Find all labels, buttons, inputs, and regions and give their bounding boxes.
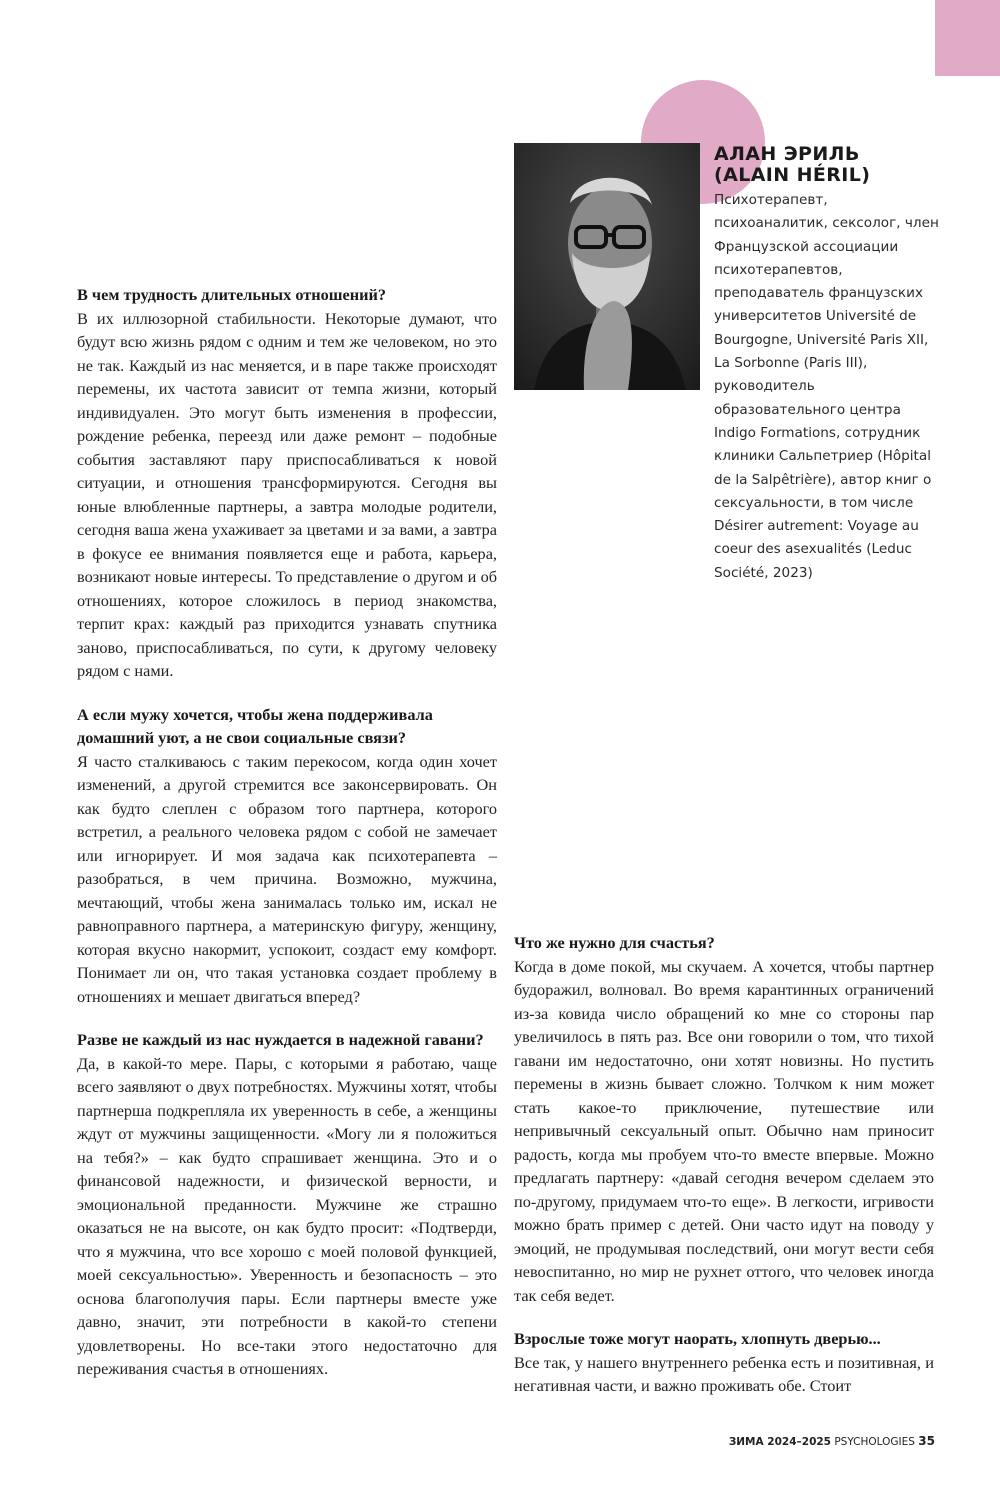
portrait-photo-icon [514, 143, 700, 390]
answer-2: Я часто сталкиваюсь с таким перекосом, когда один хочет изменений, а другой стремится все законсервировать. Он как будто слеплен с образом того партнера, которого встретил, а реального человека рядом с собой не замечает или игнорирует. И моя задача как психотерапевта – разобраться, в чем причина. Возможно, мужчина, мечтающий, чтобы жена занималась только им, искал не равноправного партнера, а материнскую фигуру, женщину, которая вкусно накормит, успокоит, создаст ему комфорт. Понимает ли он, что такая установка создает проблему в отношениях и мешает двигаться вперед? [77, 751, 497, 1006]
question-5: Взрослые тоже могут наорать, хлопнуть дверью... [514, 1329, 881, 1348]
question-4: Что же нужно для счастья? [514, 933, 715, 952]
answer-4: Когда в доме покой, мы скучаем. А хочется, чтобы партнер будоражил, волновал. Во время карантинных ограничений из-за ковида число обращений ко мне со стороны пар увеличилось в пять раз. Все они говорили о том, что тихой гавани им недостаточно, они хотят новизны. Но пустить перемены в жизнь бывает сложно. Толчком к ним может стать какое-то приключение, путешествие или непривычный сексуальный опыт. Обычно нам приносит радость, когда мы пробуем что-то вместе впервые. Можно предлагать партнеру: «давай сегодня вечером сделаем это по-другому, придумаем что-то еще». В легкости, игривости можно брать пример с детей. Они часто идут на поводу у эмоций, не продумывая последствий, они могут вести себя невоспитанно, но мир не рухнет оттого, что человек иногда так себя ведет. [514, 956, 934, 1305]
magazine-name: PSYCHOLOGIES [834, 1436, 915, 1448]
page-number: 35 [918, 1434, 935, 1448]
page-footer [729, 1434, 935, 1448]
issue-season: ЗИМА 2024–2025 [728, 1436, 831, 1448]
author-name [714, 144, 944, 186]
question-1: В чем трудность длительных отношений? [77, 285, 387, 304]
author-bio [714, 144, 944, 585]
answer-5: Все так, у нашего внутреннего ребенка есть и позитивная, и негативная части, и важно проживать обе. Стоит [514, 1352, 934, 1395]
corner-color-tab [935, 0, 1000, 76]
answer-3: Да, в какой-то мере. Пары, с которыми я работаю, чаще всего заявляют о двух потребностях. Мужчины хотят, чтобы партнерша подкрепляла их уверенность в себе, а женщины ждут от мужчины защищенности. «Могу ли я положиться на тебя?» – как будто спрашивает женщина. Это и о финансовой надежности, и физической верности, и эмоциональной преданности. Мужчине же страшно оказаться не на высоте, он как будто просит: «Подтверди, что я мужчина, что все хорошо с моей половой функцией, моей сексуальностью». Уверенность и безопасность – это основа благополучия пары. Если партнеры вместе уже давно, значит, эти потребности в какой-то степени удовлетворены. Но все-таки этого недостаточно для переживания счастья в отношениях. [77, 1053, 497, 1378]
right-column [514, 931, 934, 1398]
author-description: Психотерапевт, психоаналитик, сексолог, член Французской ассоциации психотерапевтов, преподаватель французских университетов Université de Bourgogne, Université Paris XII, La Sorbonne (Paris III), руководитель образовательного центра Indigo Formations, сотрудник клиники Сальпетриер (Hôpital de la Salpêtrière), автор книг о сексуальности, в том числе Désirer autrement: Voyage au coeur des asexualités (Leduc Société, 2023) [714, 192, 939, 581]
question-3: Разве не каждый из нас нуждается в надежной гавани? [77, 1030, 484, 1049]
answer-1: В их иллюзорной стабильности. Некоторые думают, что будут всю жизнь рядом с одним и тем же человеком, но это не так. Каждый из нас меняется, и в паре также происходят перемены, их частота зависит от темпа жизни, который индивидуален. Это могут быть изменения в профессии, рождение ребенка, переезд или даже ремонт – подобные события заставляют пару приспосабливаться к новой ситуации, и отношения трансформируются. Сегодня вы юные влюбленные партнеры, а завтра молодые родители, сегодня ваша жена ухаживает за цветами и за вами, а завтра в фокусе ее внимания появляется еще и работа, карьера, возникают новые интересы. То представление о другом и об отношениях, которое сложилось в период знакомства, терпит крах: каждый раз приходится узнавать спутника заново, приспосабливаться, по сути, к другому человеку рядом с нами. [77, 308, 497, 680]
question-2: А если мужу хочется, чтобы жена поддерживала домашний уют, а не свои социальные связи? [77, 704, 433, 747]
author-name-russian: АЛАН ЭРИЛЬ [714, 143, 860, 165]
portrait-photo [514, 143, 700, 390]
left-column [77, 283, 497, 1381]
author-name-latin: (ALAIN HÉRIL) [714, 164, 871, 186]
